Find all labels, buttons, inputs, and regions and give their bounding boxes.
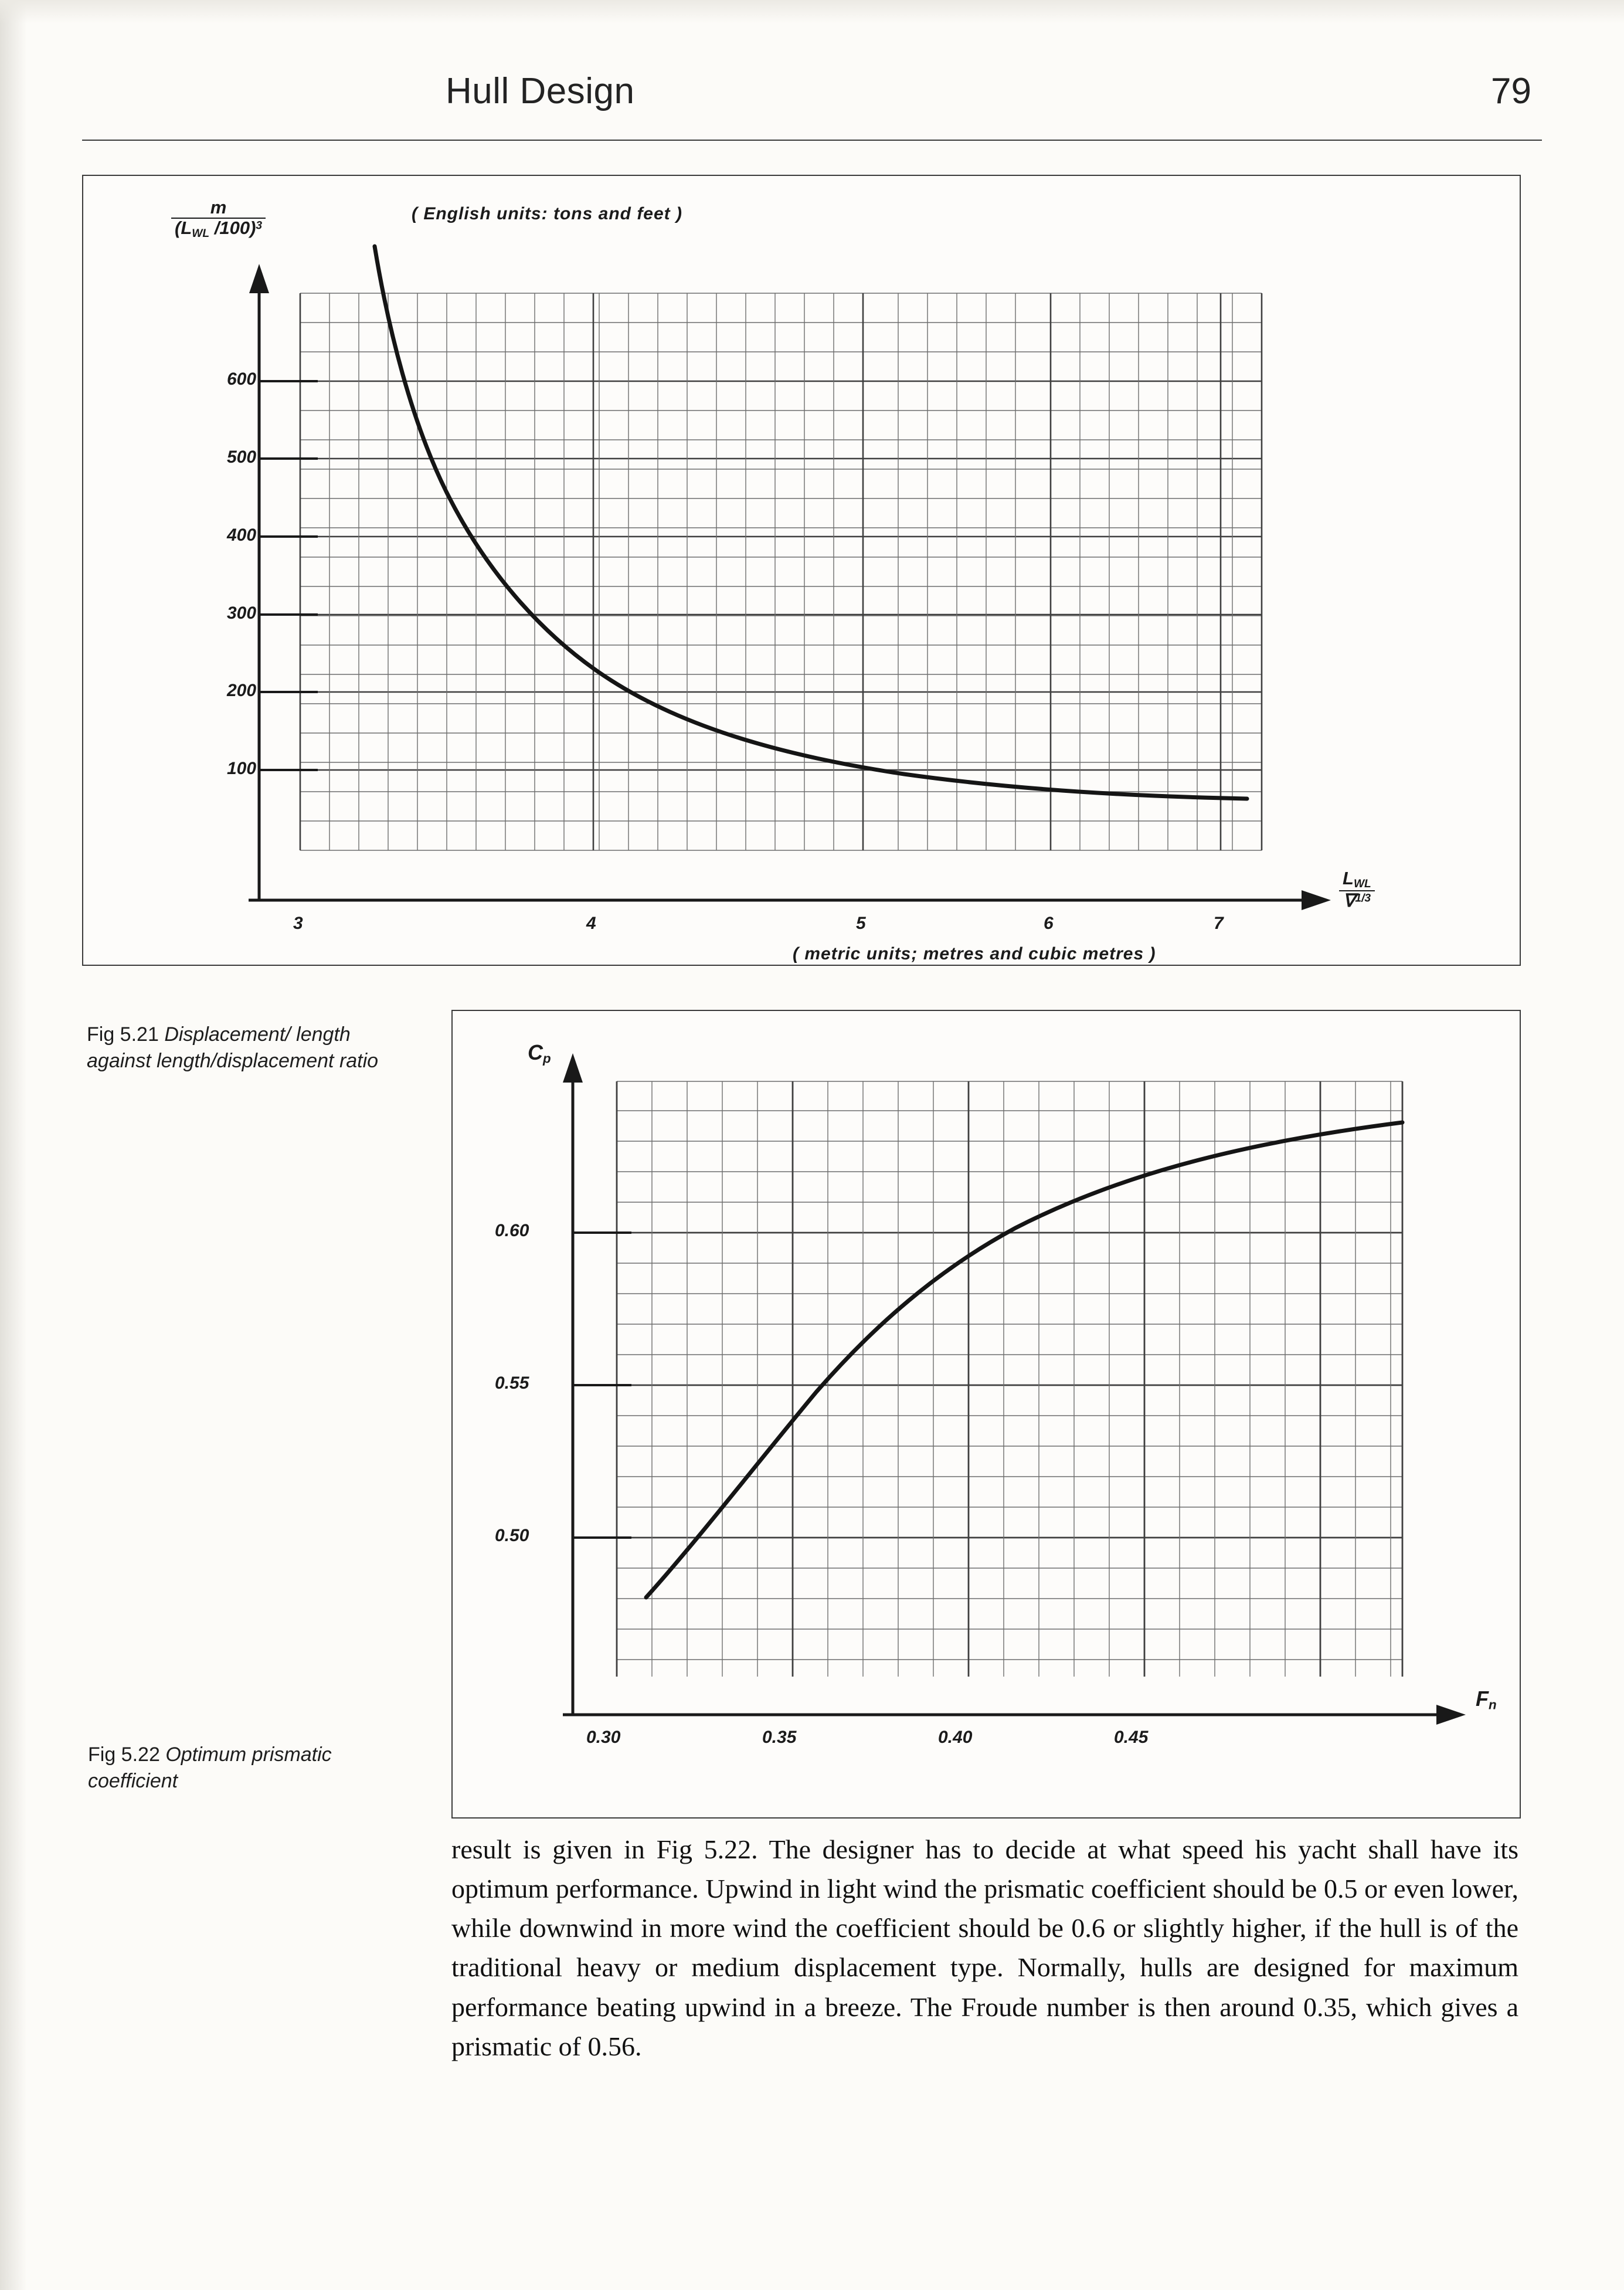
header-divider bbox=[82, 140, 1542, 141]
page-header bbox=[82, 70, 1542, 135]
chart-optimum-prismatic bbox=[453, 1011, 1520, 1817]
body-paragraph: result is given in Fig 5.22. The designer has to decide at what speed his yacht shall have its optimum performance. Upwind in light wind the prismatic coefficient should be 0.5 or even lower, while downwind in more wind the coefficient should be 0.6 or slightly higher, if the hull is of the traditional heavy or medium displacement type. Normally, hulls are designed for maximum performance beating upwind in a breeze. The Froude number is then around 0.35, which gives a prismatic of 0.56. bbox=[451, 1834, 1518, 2061]
x-axis-title: $\frac{L_{WL}}{\nabla^{1/3}}$ bbox=[1339, 869, 1375, 911]
x-tick-045: 0.45 bbox=[1114, 1728, 1149, 1747]
x-tick-035: 0.35 bbox=[762, 1728, 797, 1747]
x-tick-4: 4 bbox=[586, 914, 596, 933]
x-tick-030: 0.30 bbox=[586, 1728, 621, 1747]
note-metric-units: ( metric units; metres and cubic metres ) bbox=[793, 944, 1156, 964]
y-tick-060: 0.60 bbox=[495, 1221, 529, 1240]
y-tick-500: 500 bbox=[227, 447, 257, 467]
caption-label-521: Fig 5.21 bbox=[87, 1023, 165, 1046]
x-tick-040: 0.40 bbox=[938, 1728, 973, 1747]
y-tick-400: 400 bbox=[227, 525, 257, 545]
y-axis-title-cp: $C_p$ bbox=[528, 1040, 551, 1066]
y-axis bbox=[249, 264, 269, 900]
curve-prismatic-coefficient bbox=[646, 1122, 1402, 1597]
y-tick-100: 100 bbox=[227, 759, 257, 778]
figure-5-22 bbox=[451, 1010, 1521, 1819]
scan-edge-left bbox=[0, 0, 27, 2290]
scan-edge-top bbox=[0, 0, 1624, 23]
x-axis bbox=[563, 1705, 1466, 1725]
figure-5-21 bbox=[82, 175, 1521, 966]
x-axis bbox=[249, 890, 1331, 910]
page-number: 79 bbox=[1491, 71, 1531, 111]
x-tick-7: 7 bbox=[1214, 914, 1224, 933]
y-tick-050: 0.50 bbox=[495, 1526, 529, 1545]
caption-text-521: Displacement/ length against length/displacement ratio bbox=[87, 1023, 379, 1072]
y-tick-300: 300 bbox=[227, 603, 257, 623]
note-english-units: ( English units: tons and feet ) bbox=[412, 204, 682, 223]
caption-figure-5-22 bbox=[88, 1742, 416, 1794]
page-title: Hull Design bbox=[446, 71, 635, 111]
y-tick-055: 0.55 bbox=[495, 1373, 529, 1393]
x-tick-5: 5 bbox=[856, 914, 866, 933]
y-axis-title: $\frac{m}{(L_{WL} /100)^3}$ bbox=[171, 198, 266, 240]
caption-label-522: Fig 5.22 bbox=[88, 1743, 166, 1766]
y-tick-200: 200 bbox=[227, 681, 257, 700]
caption-figure-5-21 bbox=[87, 1022, 415, 1074]
x-axis-title-fn: $F_n$ bbox=[1476, 1687, 1497, 1712]
x-tick-6: 6 bbox=[1044, 914, 1054, 933]
x-tick-3: 3 bbox=[293, 914, 303, 933]
caption-text-522: Optimum prismatic coefficient bbox=[88, 1743, 332, 1792]
chart-displacement-length bbox=[83, 176, 1520, 965]
y-tick-600: 600 bbox=[227, 369, 257, 389]
